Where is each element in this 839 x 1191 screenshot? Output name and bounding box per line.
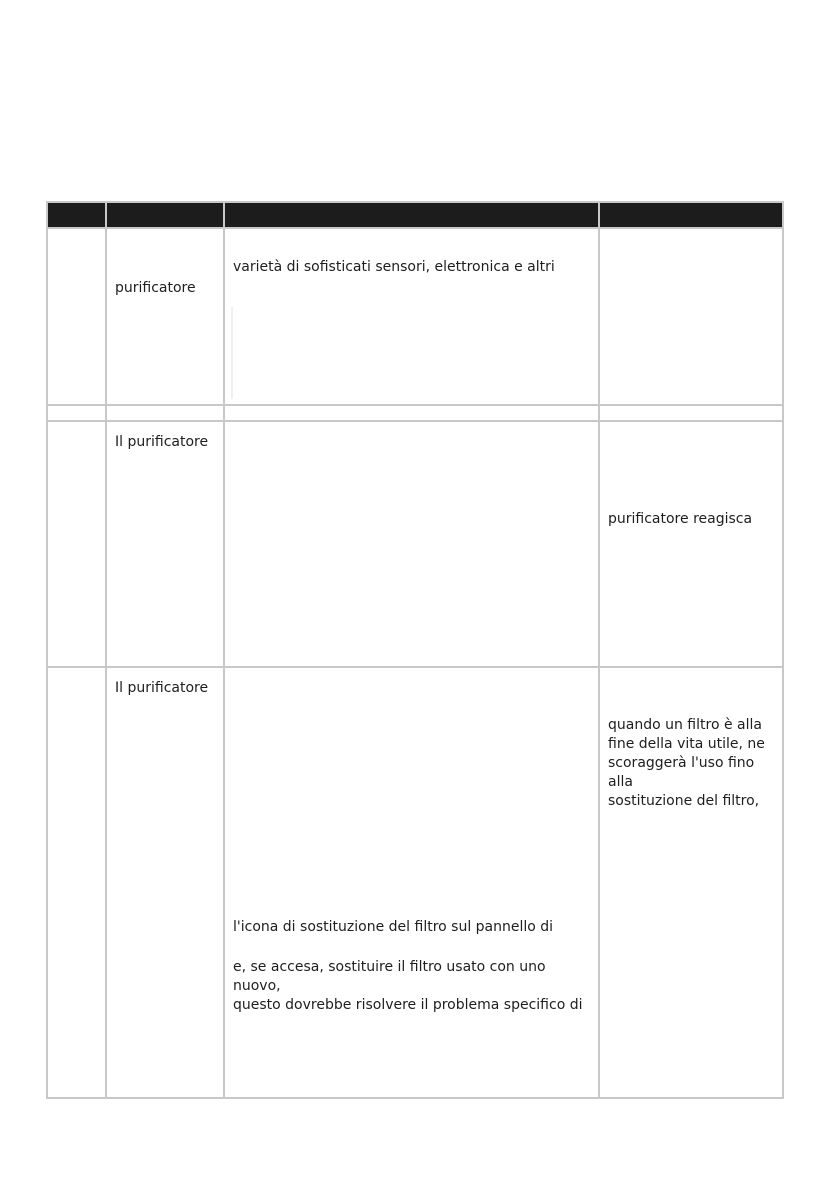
row4-problem-cell [106, 667, 224, 1098]
row4-cause-cell [224, 667, 599, 1098]
faded-text-strip [231, 307, 233, 399]
table-row [47, 667, 783, 1098]
row4-cause-text-b: e, se accesa, sostituire il filtro usato con uno nuovo, questo dovrebbe risolvere il problema specifico di [233, 959, 583, 1013]
row1-problem-cell [106, 228, 224, 405]
row3-solution-text: purificatore reagisca [608, 511, 753, 527]
header-cell-4 [599, 202, 783, 228]
row1-cause-cell [224, 228, 599, 405]
row4-cause-text-a: l'icona di sostituzione del filtro sul pannello di [233, 919, 554, 935]
row1-cause-text: varietà di sofisticati sensori, elettronica e altri [233, 259, 555, 275]
row1-problem-text: purificatore [115, 280, 196, 296]
row1-number-cell [47, 228, 106, 405]
table-row [47, 228, 783, 405]
row3-number-cell [47, 421, 106, 667]
row2-cause-cell [224, 405, 599, 421]
row2-number-cell [47, 405, 106, 421]
table-header-row [47, 202, 783, 228]
header-cell-2 [106, 202, 224, 228]
header-cell-1 [47, 202, 106, 228]
row2-solution-cell [599, 405, 783, 421]
row2-problem-cell [106, 405, 224, 421]
table-row [47, 421, 783, 667]
row3-cause-cell [224, 421, 599, 667]
row4-problem-text: Il purificatore [115, 680, 209, 696]
row1-solution-cell [599, 228, 783, 405]
row3-solution-cell [599, 421, 783, 667]
row3-problem-text: Il purificatore [115, 434, 209, 450]
row4-number-cell [47, 667, 106, 1098]
row3-problem-cell [106, 421, 224, 667]
troubleshooting-table [46, 201, 784, 1099]
table-row [47, 405, 783, 421]
header-cell-3 [224, 202, 599, 228]
row4-solution-text: quando un filtro è alla fine della vita utile, ne scoraggerà l'uso fino alla sostituzione del filtro, [608, 717, 765, 809]
row4-solution-cell [599, 667, 783, 1098]
